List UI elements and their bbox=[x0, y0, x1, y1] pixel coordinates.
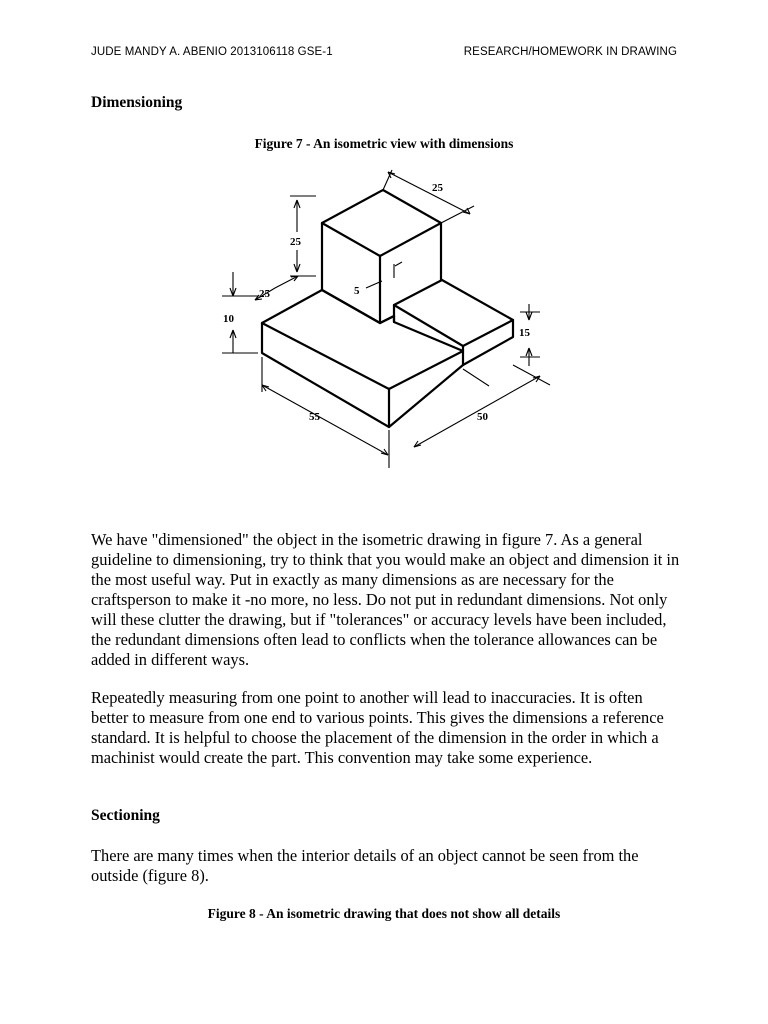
section-title-sectioning: Sectioning bbox=[91, 807, 160, 824]
paragraph-dimensioning-2: Repeatedly measuring from one point to another will lead to inaccuracies. It is often better to measure from one end to various points. This gives the dimensions a reference standard. It is helpful to choose the placement of the dimension in the order in which a machinist would create the part. This convention may take some experience. bbox=[91, 688, 664, 767]
paragraph-sectioning: There are many times when the interior details of an object cannot be seen from the outside (figure 8). bbox=[91, 846, 639, 885]
dim-step-height: 15 bbox=[519, 327, 530, 339]
cube-top-face bbox=[322, 190, 441, 256]
paragraph-dimensioning-1: We have "dimensioned" the object in the isometric drawing in figure 7. As a general guideline to dimensioning, try to think that you would make an object and dimension it in the most useful way. Put in exactly as many dimensions as are necessary for the craftsperson to make it -no more, no less. Do not put in redundant dimensions. Not only will these clutter the drawing, but if "tolerances" or accuracy levels have been included, the redundant dimensions often lead to conflicts when the tolerance allowances can be added in different ways. bbox=[91, 530, 680, 669]
cube-left-face bbox=[322, 223, 380, 323]
figure-7-caption: Figure 7 - An isometric view with dimensions bbox=[254, 136, 514, 151]
dim-length: 55 bbox=[309, 411, 320, 423]
base-top-face bbox=[262, 290, 463, 389]
dim-width: 50 bbox=[477, 411, 488, 423]
step-top-face bbox=[394, 280, 513, 346]
dim-notch: 5 bbox=[354, 285, 360, 297]
dim-cube-depth: 25 bbox=[259, 288, 270, 300]
dim-base-height: 10 bbox=[223, 313, 234, 325]
dim-cube-height: 25 bbox=[290, 236, 301, 248]
header-course: RESEARCH/HOMEWORK IN DRAWING bbox=[463, 46, 677, 58]
base-right-face bbox=[389, 351, 463, 427]
cube-right-face bbox=[380, 223, 441, 323]
header-author: JUDE MANDY A. ABENIO 2013106118 GSE-1 bbox=[91, 46, 333, 58]
base-left-face bbox=[262, 323, 389, 427]
section-title-dimensioning: Dimensioning bbox=[91, 94, 183, 111]
dim-top-width: 25 bbox=[432, 182, 443, 194]
figure-8-caption: Figure 8 - An isometric drawing that does not show all details bbox=[207, 906, 561, 921]
